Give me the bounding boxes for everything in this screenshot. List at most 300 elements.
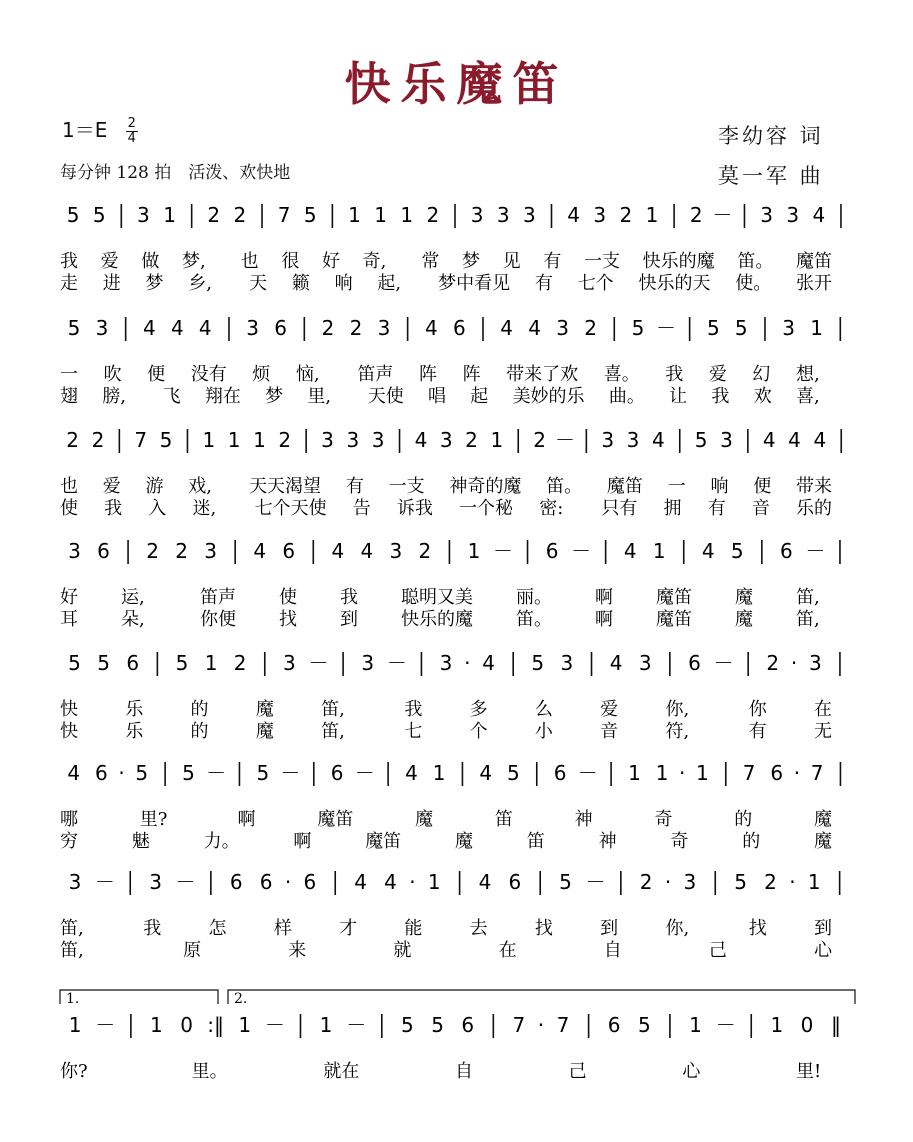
dash-note: － xyxy=(386,651,407,675)
lyric-verse-1: 丽。 xyxy=(516,587,552,608)
note: 1 xyxy=(400,203,414,227)
lyric-verse-1: 天天渴望 xyxy=(249,476,322,497)
note: 6 xyxy=(461,1013,475,1037)
note: 4 xyxy=(198,316,212,340)
note: 1 xyxy=(628,761,641,785)
lyric-verse-1: 奇 xyxy=(654,809,673,830)
note: 6 xyxy=(126,651,140,675)
dot-mark: · xyxy=(537,1013,545,1037)
dash-note: － xyxy=(95,1013,116,1037)
note: 1 xyxy=(432,761,446,785)
lyric-verse-1: 常 xyxy=(421,251,440,272)
lyric-verse-2: 的 xyxy=(742,831,761,852)
note: 4 xyxy=(253,539,267,563)
volta-bracket-1 xyxy=(60,990,218,1004)
note: 5 xyxy=(694,428,708,452)
note: 4 xyxy=(623,539,637,563)
note: 5 xyxy=(734,316,748,340)
lyric-verse-2: 我 xyxy=(104,498,123,519)
lyric-verse-2: 笛, xyxy=(321,721,345,742)
volta-label-2: 2. xyxy=(234,991,248,1007)
lyric-verse-1: 魔笛 xyxy=(656,587,692,608)
lyric-verse-2: 自 xyxy=(603,940,622,961)
dash-note: － xyxy=(577,761,598,785)
dash-note: － xyxy=(175,870,196,894)
note: 5 xyxy=(303,203,317,227)
lyric-verse-1: 怎 xyxy=(208,918,227,939)
note: 1 xyxy=(652,539,666,563)
note: 4 xyxy=(354,870,367,894)
dot-mark: · xyxy=(679,761,686,785)
lyric-verse-2: 入 xyxy=(148,498,167,519)
note: 5 xyxy=(175,651,189,675)
note: 4 xyxy=(405,761,418,785)
note: 1 xyxy=(490,428,504,452)
lyric-verse-1: 也 xyxy=(60,476,78,497)
lyric-verse-1: 乐 xyxy=(125,699,144,720)
lyric-verse-2: 诉我 xyxy=(396,498,433,519)
lyric-verse-2: 穷 xyxy=(60,831,78,852)
note: 2 xyxy=(584,316,597,340)
note: 4 xyxy=(424,316,438,340)
lyric-verse-2: 小 xyxy=(534,721,553,742)
lyric-verse-1: 我 xyxy=(143,918,162,939)
time-signature-bottom: 4 xyxy=(127,131,136,146)
note: 4 xyxy=(414,428,428,452)
lyric-verse-2: 里, xyxy=(307,386,332,407)
lyric-verse-1: 你, xyxy=(665,918,690,939)
note: 5 xyxy=(66,203,80,227)
note: 1 xyxy=(202,428,216,452)
dash-note: － xyxy=(492,539,513,563)
lyric-verse-1: 哪 xyxy=(60,809,78,830)
note: 2 xyxy=(146,539,159,563)
note: 5 xyxy=(68,651,81,675)
lyric-verse-2: 籁 xyxy=(291,273,310,294)
lyric-verse-2: 七个 xyxy=(577,273,614,294)
lyric-verse-2: 七 xyxy=(404,721,423,742)
lyric-verse-1: 的 xyxy=(734,809,753,830)
note: 1 xyxy=(770,1013,784,1037)
dash-note: － xyxy=(346,1013,367,1037)
note: 5 xyxy=(730,539,744,563)
note: 3 xyxy=(782,316,796,340)
note: 0 xyxy=(800,1013,814,1037)
lyric-verse-2: 啊 xyxy=(293,831,312,852)
note: 6 xyxy=(259,870,273,894)
note: 3 xyxy=(439,428,453,452)
note: 6 xyxy=(688,651,701,675)
lyric-verse-2: 进 xyxy=(102,273,121,294)
note: 1 xyxy=(655,761,669,785)
lyric-verse-2: 迷, xyxy=(192,498,217,519)
dot-mark: · xyxy=(118,761,125,785)
lyric-verse-1: 的 xyxy=(190,699,209,720)
lyric-verse-2: 使 xyxy=(60,498,78,519)
dash-note: － xyxy=(585,870,606,894)
lyric-verse-2: 找 xyxy=(279,609,297,630)
lyric-verse-2: 魅 xyxy=(131,831,150,852)
lyric-verse-1: 己 xyxy=(568,1061,587,1082)
dash-note: － xyxy=(713,651,734,675)
note: 3 xyxy=(523,203,536,227)
dot-mark: · xyxy=(790,651,798,675)
lyric-verse-1: 有 xyxy=(543,251,562,272)
lyric-verse-1: 见 xyxy=(502,251,521,272)
note: 4 xyxy=(479,761,493,785)
lyric-verse-1: 我 xyxy=(665,364,684,385)
lyric-verse-1: 魔笛 xyxy=(796,251,832,272)
note: 4 xyxy=(331,539,345,563)
note: 1 xyxy=(150,1013,163,1037)
note: 4 xyxy=(142,316,156,340)
note: 2 xyxy=(426,203,440,227)
lyric-verse-1: 有 xyxy=(345,476,364,497)
lyric-verse-1: 想, xyxy=(796,364,820,385)
note: 2 xyxy=(689,203,703,227)
lyric-verse-2: 你便 xyxy=(200,609,236,630)
note: 1 xyxy=(253,428,266,452)
note: 6 xyxy=(229,870,243,894)
note: 4 xyxy=(170,316,184,340)
lyric-verse-2: 朵, xyxy=(121,609,145,630)
note: 6 xyxy=(97,539,110,563)
note: 7 xyxy=(277,203,291,227)
dot-mark: · xyxy=(284,870,292,894)
note: 1 xyxy=(427,870,441,894)
lyric-verse-2: 天 xyxy=(249,273,268,294)
lyric-verse-1: 你 xyxy=(748,699,767,720)
lyric-verse-2: 使。 xyxy=(735,273,772,294)
note: 2 xyxy=(619,203,633,227)
lyric-verse-1: 神 xyxy=(574,809,593,830)
dash-note: － xyxy=(715,1013,736,1037)
note: 7 xyxy=(810,761,824,785)
lyric-verse-2: 笛, xyxy=(60,940,84,961)
dash-note: － xyxy=(571,539,592,563)
note: 4 xyxy=(567,203,580,227)
lyric-verse-1: 做 xyxy=(141,251,160,272)
lyric-verse-1: 笛。 xyxy=(737,251,774,272)
lyric-verse-1: 喜。 xyxy=(603,364,640,385)
note: 6 xyxy=(553,761,567,785)
note: 3 xyxy=(626,428,640,452)
lyric-verse-1: 心 xyxy=(682,1061,701,1082)
lyric-verse-1: 才 xyxy=(339,918,358,939)
note: 5 xyxy=(67,316,81,340)
note: 4 xyxy=(788,428,801,452)
note: 3 xyxy=(560,651,574,675)
note: 2 xyxy=(418,539,432,563)
note: 3 xyxy=(149,870,162,894)
lyric-verse-1: 爱 xyxy=(100,251,119,272)
note: 4 xyxy=(609,651,623,675)
lyric-verse-2: 魔笛 xyxy=(656,609,692,630)
lyric-verse-1: 魔笛 xyxy=(606,476,643,497)
lyric-verse-2: 让 xyxy=(669,386,688,407)
lyric-verse-1: 样 xyxy=(273,918,292,939)
note: :‖ xyxy=(207,1013,225,1037)
lyric-verse-1: 里? xyxy=(139,809,168,830)
lyric-verse-1: 爱 xyxy=(102,476,121,497)
lyric-verse-1: 就在 xyxy=(323,1061,360,1082)
note: 4 xyxy=(384,870,397,894)
note: 3 xyxy=(760,203,773,227)
lyric-verse-1: 快 xyxy=(60,699,78,720)
note: 2 xyxy=(66,428,80,452)
note: 1 xyxy=(348,203,361,227)
lyric-verse-1: 一支 xyxy=(584,251,620,272)
lyric-verse-2: 告 xyxy=(352,498,371,519)
lyric-verse-2: 快乐的天 xyxy=(638,273,711,294)
lyric-verse-2: 的 xyxy=(190,721,209,742)
lyric-verse-1: 阵 xyxy=(419,364,437,385)
note: 2 xyxy=(207,203,221,227)
lyric-verse-1: 笛 xyxy=(494,809,513,830)
lyric-verse-1: 游 xyxy=(145,476,164,497)
note: 4 xyxy=(360,539,374,563)
note: 2 xyxy=(533,428,547,452)
dash-note: － xyxy=(206,761,227,785)
note: 4 xyxy=(528,316,542,340)
lyric-verse-2: 膀, xyxy=(102,386,127,407)
note: 1 xyxy=(374,203,387,227)
lyric-verse-1: 找 xyxy=(748,918,767,939)
note: 4 xyxy=(478,870,492,894)
lyric-verse-2: 密: xyxy=(539,498,564,519)
lyric-verse-1: 你? xyxy=(60,1061,88,1082)
lyric-verse-2: 快 xyxy=(60,721,78,742)
note: 6 xyxy=(303,870,317,894)
lyric-verse-1: 到 xyxy=(814,918,832,939)
lyric-verse-2: 在 xyxy=(498,940,517,961)
volta-bracket-2 xyxy=(228,990,855,1004)
lyric-verse-2: 起 xyxy=(470,386,489,407)
lyric-verse-1: 没有 xyxy=(190,364,227,385)
lyric-verse-1: 我 xyxy=(60,251,78,272)
lyric-verse-1: 你, xyxy=(665,699,690,720)
note: 3 xyxy=(389,539,403,563)
note: 3 xyxy=(786,203,800,227)
dot-mark: · xyxy=(789,870,796,894)
lyric-verse-1: 里。 xyxy=(191,1061,228,1082)
lyric-verse-2: 音 xyxy=(751,498,770,519)
lyric-verse-2: 梦 xyxy=(145,273,164,294)
note: 2 xyxy=(175,539,188,563)
note: 2 xyxy=(349,316,363,340)
note: 5 xyxy=(256,761,270,785)
note: 2 xyxy=(764,870,777,894)
note: 2 xyxy=(321,316,335,340)
dot-mark: · xyxy=(409,870,416,894)
note: 0 xyxy=(180,1013,193,1037)
lyric-verse-2: 力。 xyxy=(203,831,240,852)
note: 3 xyxy=(204,539,218,563)
lyric-verse-1: 多 xyxy=(469,699,488,720)
lyric-verse-2: 曲。 xyxy=(608,386,645,407)
lyric-verse-2: 天使 xyxy=(367,386,404,407)
lyric-verse-2: 来 xyxy=(288,940,307,961)
lyric-verse-2: 张开 xyxy=(796,273,832,294)
lyric-verse-2: 无 xyxy=(814,721,832,742)
note: 3 xyxy=(601,428,615,452)
dot-mark: · xyxy=(664,870,672,894)
note: 5 xyxy=(631,316,645,340)
note: 3 xyxy=(321,428,334,452)
lyric-verse-2: 乐的 xyxy=(796,498,832,519)
note: 3 xyxy=(377,316,391,340)
note: 5 xyxy=(507,761,520,785)
lyric-verse-1: 笛。 xyxy=(546,476,583,497)
note: 5 xyxy=(531,651,545,675)
composer-credit: 莫一军 曲 xyxy=(718,164,824,188)
lyric-verse-2: 只有 xyxy=(601,498,638,519)
key-label: 1＝E xyxy=(62,118,108,142)
time-signature-top: 2 xyxy=(127,116,136,131)
lyric-verse-1: 吹 xyxy=(103,364,122,385)
tempo-marking: 每分钟 128 拍 活泼、欢快地 xyxy=(60,163,291,183)
dot-mark: · xyxy=(464,651,471,675)
note: 5 xyxy=(706,316,720,340)
lyric-verse-1: 幻 xyxy=(752,364,771,385)
lyric-verse-1: 笛声 xyxy=(200,587,236,608)
note: 1 xyxy=(696,761,709,785)
lyric-verse-2: 起, xyxy=(377,273,402,294)
note: 2 xyxy=(233,203,247,227)
note: 3 xyxy=(593,203,607,227)
lyric-verse-2: 乡, xyxy=(188,273,213,294)
lyric-verse-1: 聪明又美 xyxy=(401,587,473,608)
lyric-verse-2: 我 xyxy=(711,386,730,407)
note: 3 xyxy=(496,203,510,227)
dash-note: － xyxy=(554,428,575,452)
lyric-verse-1: 找 xyxy=(534,918,553,939)
dash-note: － xyxy=(805,539,826,563)
lyric-verse-2: 笛, xyxy=(796,609,820,630)
lyric-verse-1: 自 xyxy=(455,1061,473,1082)
note: 3 xyxy=(68,539,81,563)
lyric-verse-1: 笛, xyxy=(321,699,345,720)
note: 2 xyxy=(639,870,653,894)
note: 3 xyxy=(683,870,697,894)
lyric-verse-1: 便 xyxy=(147,364,166,385)
dash-note: － xyxy=(94,870,115,894)
note: 2 xyxy=(465,428,478,452)
note: 4 xyxy=(67,761,81,785)
note: 4 xyxy=(812,203,826,227)
dash-note: － xyxy=(308,651,329,675)
note: 6 xyxy=(330,761,344,785)
lyric-verse-2: 魔笛 xyxy=(365,831,402,852)
lyric-verse-2: 梦中看见 xyxy=(438,273,511,294)
lyric-verse-1: 笛声 xyxy=(357,364,394,385)
lyric-verse-1: 一 xyxy=(60,364,78,385)
lyric-verse-1: 魔 xyxy=(735,587,753,608)
note: 3 xyxy=(246,316,260,340)
note: 5 xyxy=(401,1013,414,1037)
note: 3 xyxy=(720,428,733,452)
lyric-verse-2: 个 xyxy=(469,721,488,742)
note: 6 xyxy=(95,761,108,785)
lyric-verse-1: 在 xyxy=(814,699,832,720)
lyric-verse-1: 一支 xyxy=(388,476,425,497)
note: 2 xyxy=(278,428,292,452)
lyric-verse-2: 音 xyxy=(600,721,619,742)
lyric-verse-2: 翅 xyxy=(60,386,78,407)
note: 1 xyxy=(807,870,821,894)
note: 5 xyxy=(135,761,149,785)
note: 7 xyxy=(512,1013,526,1037)
lyric-verse-2: 神 xyxy=(598,831,617,852)
lyric-verse-1: 爱 xyxy=(600,699,619,720)
lyric-verse-2: 有 xyxy=(707,498,726,519)
lyric-verse-2: 欢 xyxy=(753,386,772,407)
lyric-verse-1: 里! xyxy=(796,1061,822,1082)
note: 7 xyxy=(556,1013,570,1037)
lyric-verse-1: 响 xyxy=(710,476,729,497)
lyricist-credit: 李幼容 词 xyxy=(718,124,824,148)
note: ‖ xyxy=(831,1013,842,1037)
note: 1 xyxy=(204,651,218,675)
note: 5 xyxy=(559,870,572,894)
note: 4 xyxy=(762,428,776,452)
note: 5 xyxy=(734,870,747,894)
lyric-verse-2: 翔在 xyxy=(204,386,241,407)
note: 6 xyxy=(780,539,793,563)
note: 1 xyxy=(689,1013,702,1037)
lyric-verse-2: 喜, xyxy=(796,386,820,407)
note: 2 xyxy=(766,651,780,675)
note: 5 xyxy=(431,1013,444,1037)
lyric-verse-1: 很 xyxy=(281,251,300,272)
note: 4 xyxy=(500,316,514,340)
lyric-verse-1: 带来了欢 xyxy=(506,364,579,385)
note: 6 xyxy=(770,761,784,785)
lyric-verse-2: 乐 xyxy=(125,721,144,742)
lyric-verse-2: 原 xyxy=(183,940,202,961)
lyric-verse-2: 飞 xyxy=(162,386,181,407)
note: 4 xyxy=(482,651,495,675)
lyric-verse-1: 奇, xyxy=(362,251,387,272)
note: 6 xyxy=(545,539,559,563)
lyric-verse-1: 神奇的魔 xyxy=(449,476,522,497)
dot-mark: · xyxy=(793,761,801,785)
lyric-verse-2: 梦 xyxy=(265,386,284,407)
lyric-verse-1: 便 xyxy=(753,476,772,497)
note: 1 xyxy=(319,1013,333,1037)
note: 3 xyxy=(137,203,150,227)
lyric-verse-2: 有 xyxy=(534,273,553,294)
note: 1 xyxy=(467,539,481,563)
note: 6 xyxy=(282,539,296,563)
note: 1 xyxy=(645,203,659,227)
note: 5 xyxy=(97,651,111,675)
note: 1 xyxy=(227,428,241,452)
lyric-verse-1: 我 xyxy=(340,587,358,608)
lyric-verse-2: 魔 xyxy=(814,831,832,852)
note: 3 xyxy=(808,651,822,675)
lyric-verse-1: 啊 xyxy=(595,587,613,608)
lyric-verse-2: 响 xyxy=(334,273,353,294)
lyric-verse-2: 就 xyxy=(393,940,412,961)
volta-label-1: 1. xyxy=(66,991,80,1007)
note: 3 xyxy=(95,316,109,340)
note: 1 xyxy=(238,1013,252,1037)
note: 5 xyxy=(159,428,173,452)
note: 3 xyxy=(283,651,296,675)
lyric-verse-2: 一个秘 xyxy=(459,498,514,519)
lyric-verse-1: 魔 xyxy=(255,699,274,720)
